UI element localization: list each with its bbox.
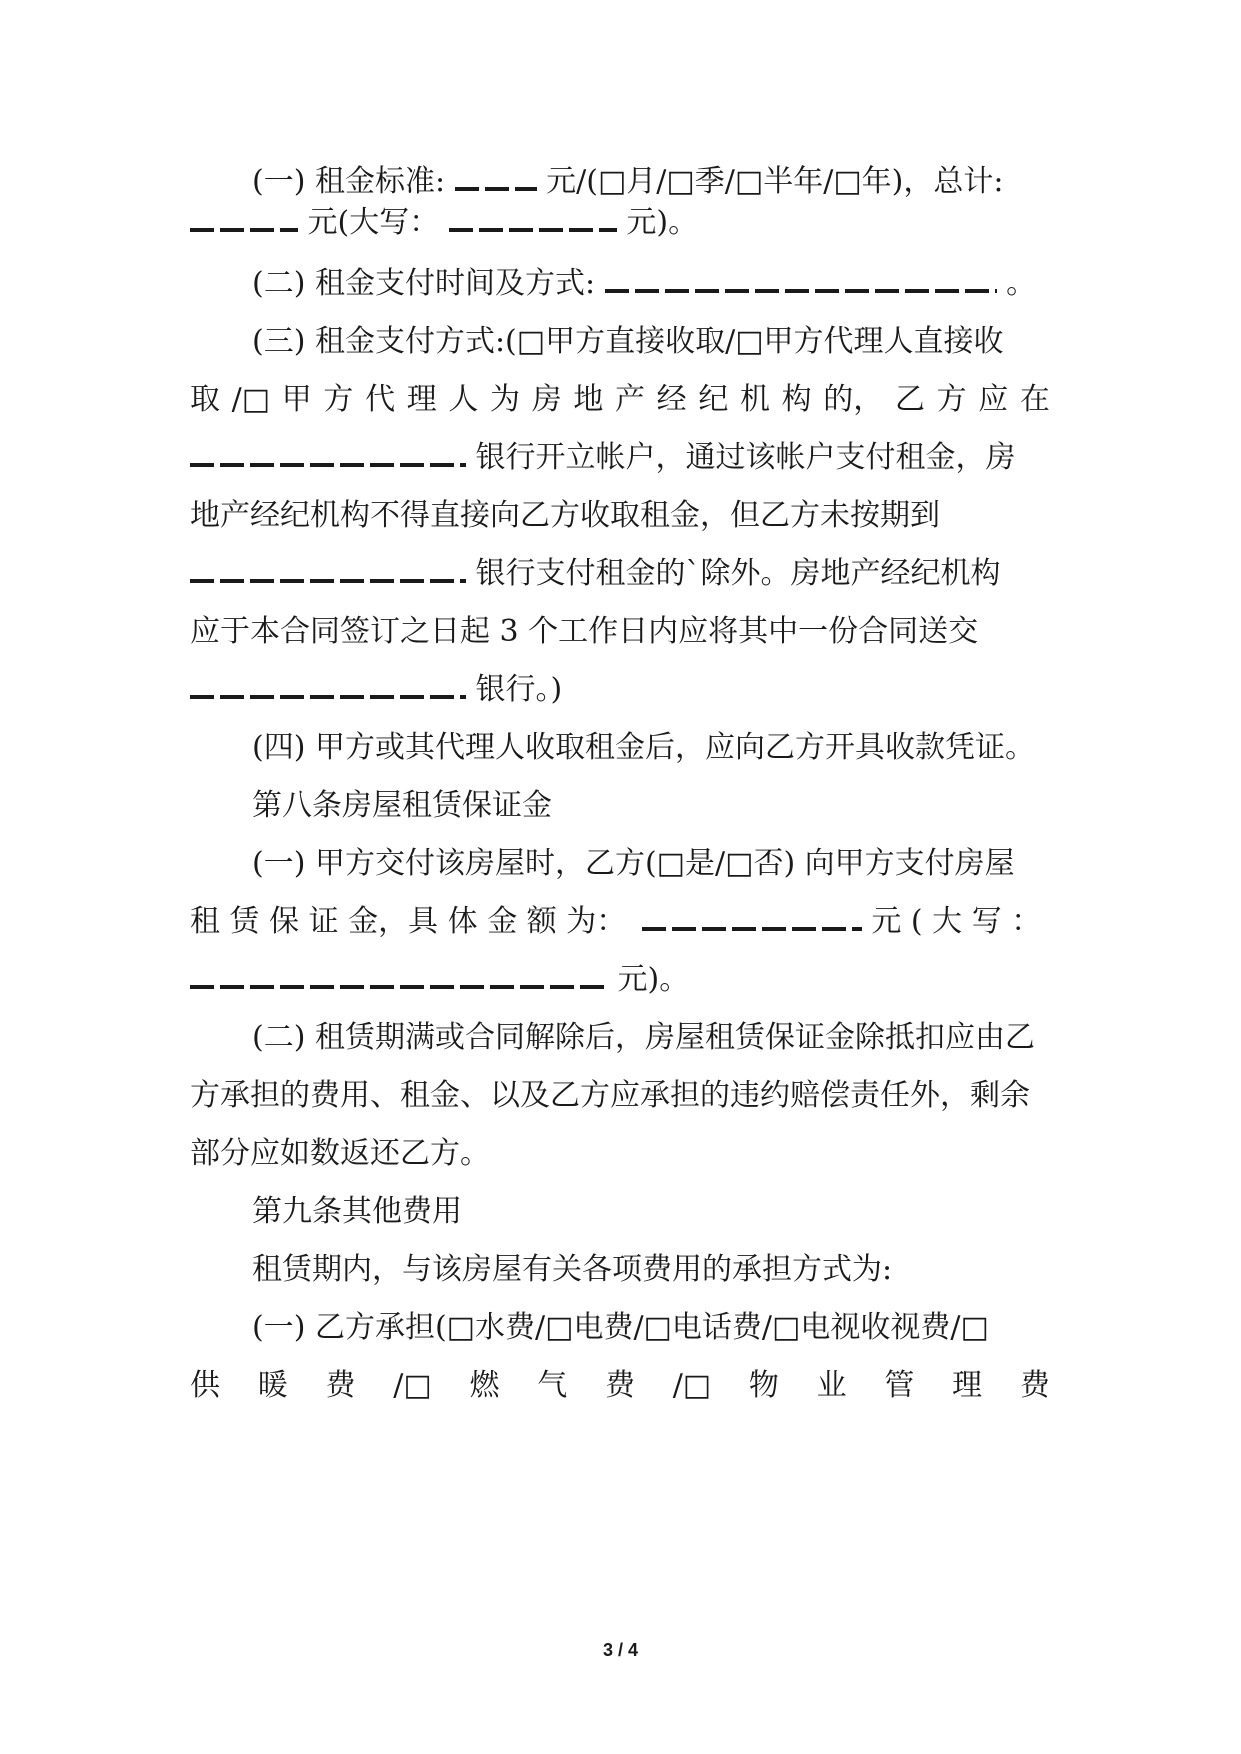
tenant-fees-line-2: 供 暖 费 /□ 燃 气 费 /□ 物 业 管 理 费 — [190, 1368, 1050, 1403]
deposit-amount-line — [190, 902, 1041, 942]
page-number: 3 / 4 — [602, 1640, 639, 1660]
contract-delivery-line: 应于本合同签订之日起 3 个工作日内应将其中一份合同送交 — [190, 614, 979, 649]
deposit-return-line-3: 部分应如数返还乙方。 — [190, 1136, 490, 1171]
other-fees-line: 租赁期内，与该房屋有关各项费用的承担方式为: — [252, 1252, 893, 1287]
rent-amount-blank — [455, 165, 537, 191]
rent-standard-label: (一) 租金标准: — [252, 164, 446, 199]
rent-standard-line — [252, 162, 1003, 202]
rent-total-line — [190, 203, 698, 243]
deposit-uppercase-label: 元 ( 大 写 ： — [871, 904, 1042, 939]
deposit-return-line: (二) 租赁期满或合同解除后，房屋租赁保证金除抵扣应由乙 — [252, 1020, 1035, 1055]
rent-total-uppercase-label: 元(大写： — [307, 205, 440, 240]
agency-restriction-line: 地产经纪机构不得直接向乙方收取租金，但乙方未按期到 — [190, 498, 940, 533]
bank-end-line: 银行。) — [190, 670, 562, 710]
bank-payment-line: 银行支付租金的`除外。房地产经纪机构 — [190, 554, 1001, 594]
payment-method-line-2: 取 /□ 甲 方 代 理 人 为 房 地 产 经 纪 机 构 的， 乙 方 应 在 — [190, 382, 1050, 417]
deposit-line: (一) 甲方交付该房屋时，乙方(□是/□否) 向甲方支付房屋 — [252, 846, 1015, 881]
payment-time-blank — [605, 267, 997, 293]
bank-account-line: 银行开立帐户，通过该帐户支付租金，房 — [190, 438, 1016, 478]
deposit-uppercase-line: 元)。 — [190, 960, 689, 1000]
article-8-heading: 第八条房屋租赁保证金 — [252, 788, 552, 823]
deposit-amount-label: 租 赁 保 证 金，具 体 金 额 为： — [190, 904, 627, 939]
article-9-heading: 第九条其他费用 — [252, 1194, 462, 1229]
deposit-uppercase-blank — [190, 963, 608, 989]
receipt-line: (四) 甲方或其代理人收取租金后，应向乙方开具收款凭证。 — [252, 730, 1035, 765]
payment-time-label: (二) 租金支付时间及方式: — [252, 266, 596, 301]
rent-total-blank — [190, 206, 298, 232]
rent-total-uppercase-blank — [449, 206, 617, 232]
rent-total-end: 元)。 — [626, 205, 699, 240]
bank-name-blank-2 — [190, 557, 466, 583]
rent-period-options: 元/(□月/□季/□半年/□年)，总计: — [546, 164, 1004, 199]
payment-time-end: 。 — [1006, 266, 1037, 301]
bank-name-blank-3 — [190, 673, 466, 699]
bank-name-blank — [190, 441, 466, 467]
payment-method-line: (三) 租金支付方式:(□甲方直接收取/□甲方代理人直接收 — [252, 324, 1004, 359]
payment-time-line — [252, 264, 1036, 304]
tenant-fees-line: (一) 乙方承担(□水费/□电费/□电话费/□电视收视费/□ — [252, 1310, 989, 1345]
deposit-amount-blank — [642, 905, 862, 931]
deposit-return-line-2: 方承担的费用、租金、以及乙方应承担的违约赔偿责任外，剩余 — [190, 1078, 1030, 1113]
